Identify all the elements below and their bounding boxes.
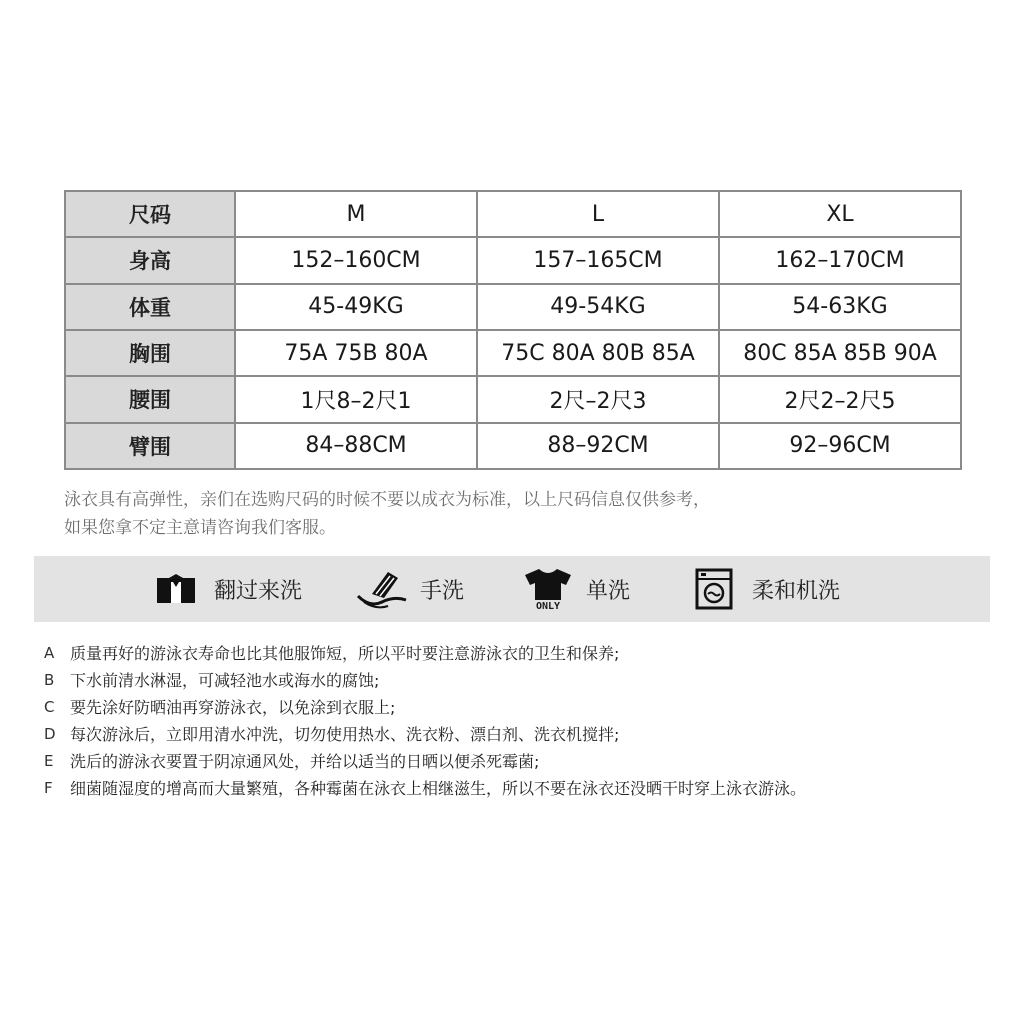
note-line: 如果您拿不定主意请咨询我们客服。	[64, 518, 336, 538]
table-cell: 84–88CM	[235, 423, 477, 469]
tip-text: 洗后的游泳衣要置于阴凉通风处，并给以适当的日晒以便杀死霉菌;	[70, 752, 540, 771]
wash-item-separately	[518, 556, 630, 622]
table-cell: 92–96CM	[719, 423, 961, 469]
table-cell: M	[235, 191, 477, 237]
tip-text: 每次游泳后，立即用清水冲洗，切勿使用热水、洗衣粉、漂白剂、洗衣机搅拌;	[70, 725, 620, 744]
row-header: 体重	[65, 284, 235, 330]
wash-item-inside-out	[146, 556, 302, 622]
wash-label: 手洗	[420, 578, 465, 604]
wash-label: 翻过来洗	[214, 578, 303, 604]
list-item	[44, 775, 1004, 802]
table-cell: 2尺–2尺3	[477, 376, 719, 422]
list-item	[44, 640, 1004, 667]
wash-item-hand-wash	[352, 556, 464, 622]
wash-icon-text: ONLY	[535, 600, 561, 612]
table-cell: 75C 80A 80B 85A	[477, 330, 719, 376]
table-cell: 75A 75B 80A	[235, 330, 477, 376]
tip-letter: A	[44, 644, 55, 662]
table-cell: 162–170CM	[719, 237, 961, 283]
wash-label: 柔和机洗	[752, 578, 841, 604]
list-item	[44, 721, 1004, 748]
tip-letter: E	[44, 752, 54, 770]
table-row	[65, 330, 961, 376]
row-header: 腰围	[65, 376, 235, 422]
table-row	[65, 191, 961, 237]
table-cell: 1尺8–2尺1	[235, 376, 477, 422]
size-note	[64, 486, 984, 542]
table-row	[65, 376, 961, 422]
row-header: 身高	[65, 237, 235, 283]
table-cell: 152–160CM	[235, 237, 477, 283]
table-row	[65, 284, 961, 330]
row-header: 臂围	[65, 423, 235, 469]
tip-letter: B	[44, 671, 55, 689]
wash-separately-icon	[518, 564, 578, 614]
table-cell: L	[477, 191, 719, 237]
tip-letter: C	[44, 698, 55, 716]
note-line: 泳衣具有高弹性，亲们在选购尺码的时候不要以成衣为标准，以上尺码信息仅供参考，	[64, 490, 710, 510]
tip-text: 要先涂好防晒油再穿游泳衣，以免涂到衣服上;	[70, 698, 396, 717]
hand-wash-icon	[352, 564, 412, 614]
table-cell: 80C 85A 85B 90A	[719, 330, 961, 376]
table-cell: 49-54KG	[477, 284, 719, 330]
inside-out-icon	[146, 564, 206, 614]
tip-text: 下水前清水淋湿，可减轻池水或海水的腐蚀;	[70, 671, 380, 690]
size-chart-table	[64, 190, 962, 470]
table-cell: 2尺2–2尺5	[719, 376, 961, 422]
wash-item-gentle-machine	[684, 556, 840, 622]
tip-text: 细菌随湿度的增高而大量繁殖，各种霉菌在泳衣上相继滋生，所以不要在泳衣还没晒干时穿上泳衣游泳。	[70, 779, 807, 798]
table-row	[65, 423, 961, 469]
row-header: 胸围	[65, 330, 235, 376]
wash-label: 单洗	[586, 578, 631, 604]
list-item	[44, 667, 1004, 694]
wash-instructions-bar	[34, 556, 990, 622]
tip-letter: F	[44, 779, 53, 797]
tip-text: 质量再好的游泳衣寿命也比其他服饰短，所以平时要注意游泳衣的卫生和保养;	[70, 644, 620, 663]
table-cell: 88–92CM	[477, 423, 719, 469]
table-cell: XL	[719, 191, 961, 237]
table-cell: 45-49KG	[235, 284, 477, 330]
list-item	[44, 748, 1004, 775]
row-header: 尺码	[65, 191, 235, 237]
list-item	[44, 694, 1004, 721]
table-cell: 157–165CM	[477, 237, 719, 283]
care-tips-list	[44, 640, 1004, 802]
table-cell: 54-63KG	[719, 284, 961, 330]
table-row	[65, 237, 961, 283]
tip-letter: D	[44, 725, 56, 743]
gentle-machine-wash-icon	[684, 564, 744, 614]
